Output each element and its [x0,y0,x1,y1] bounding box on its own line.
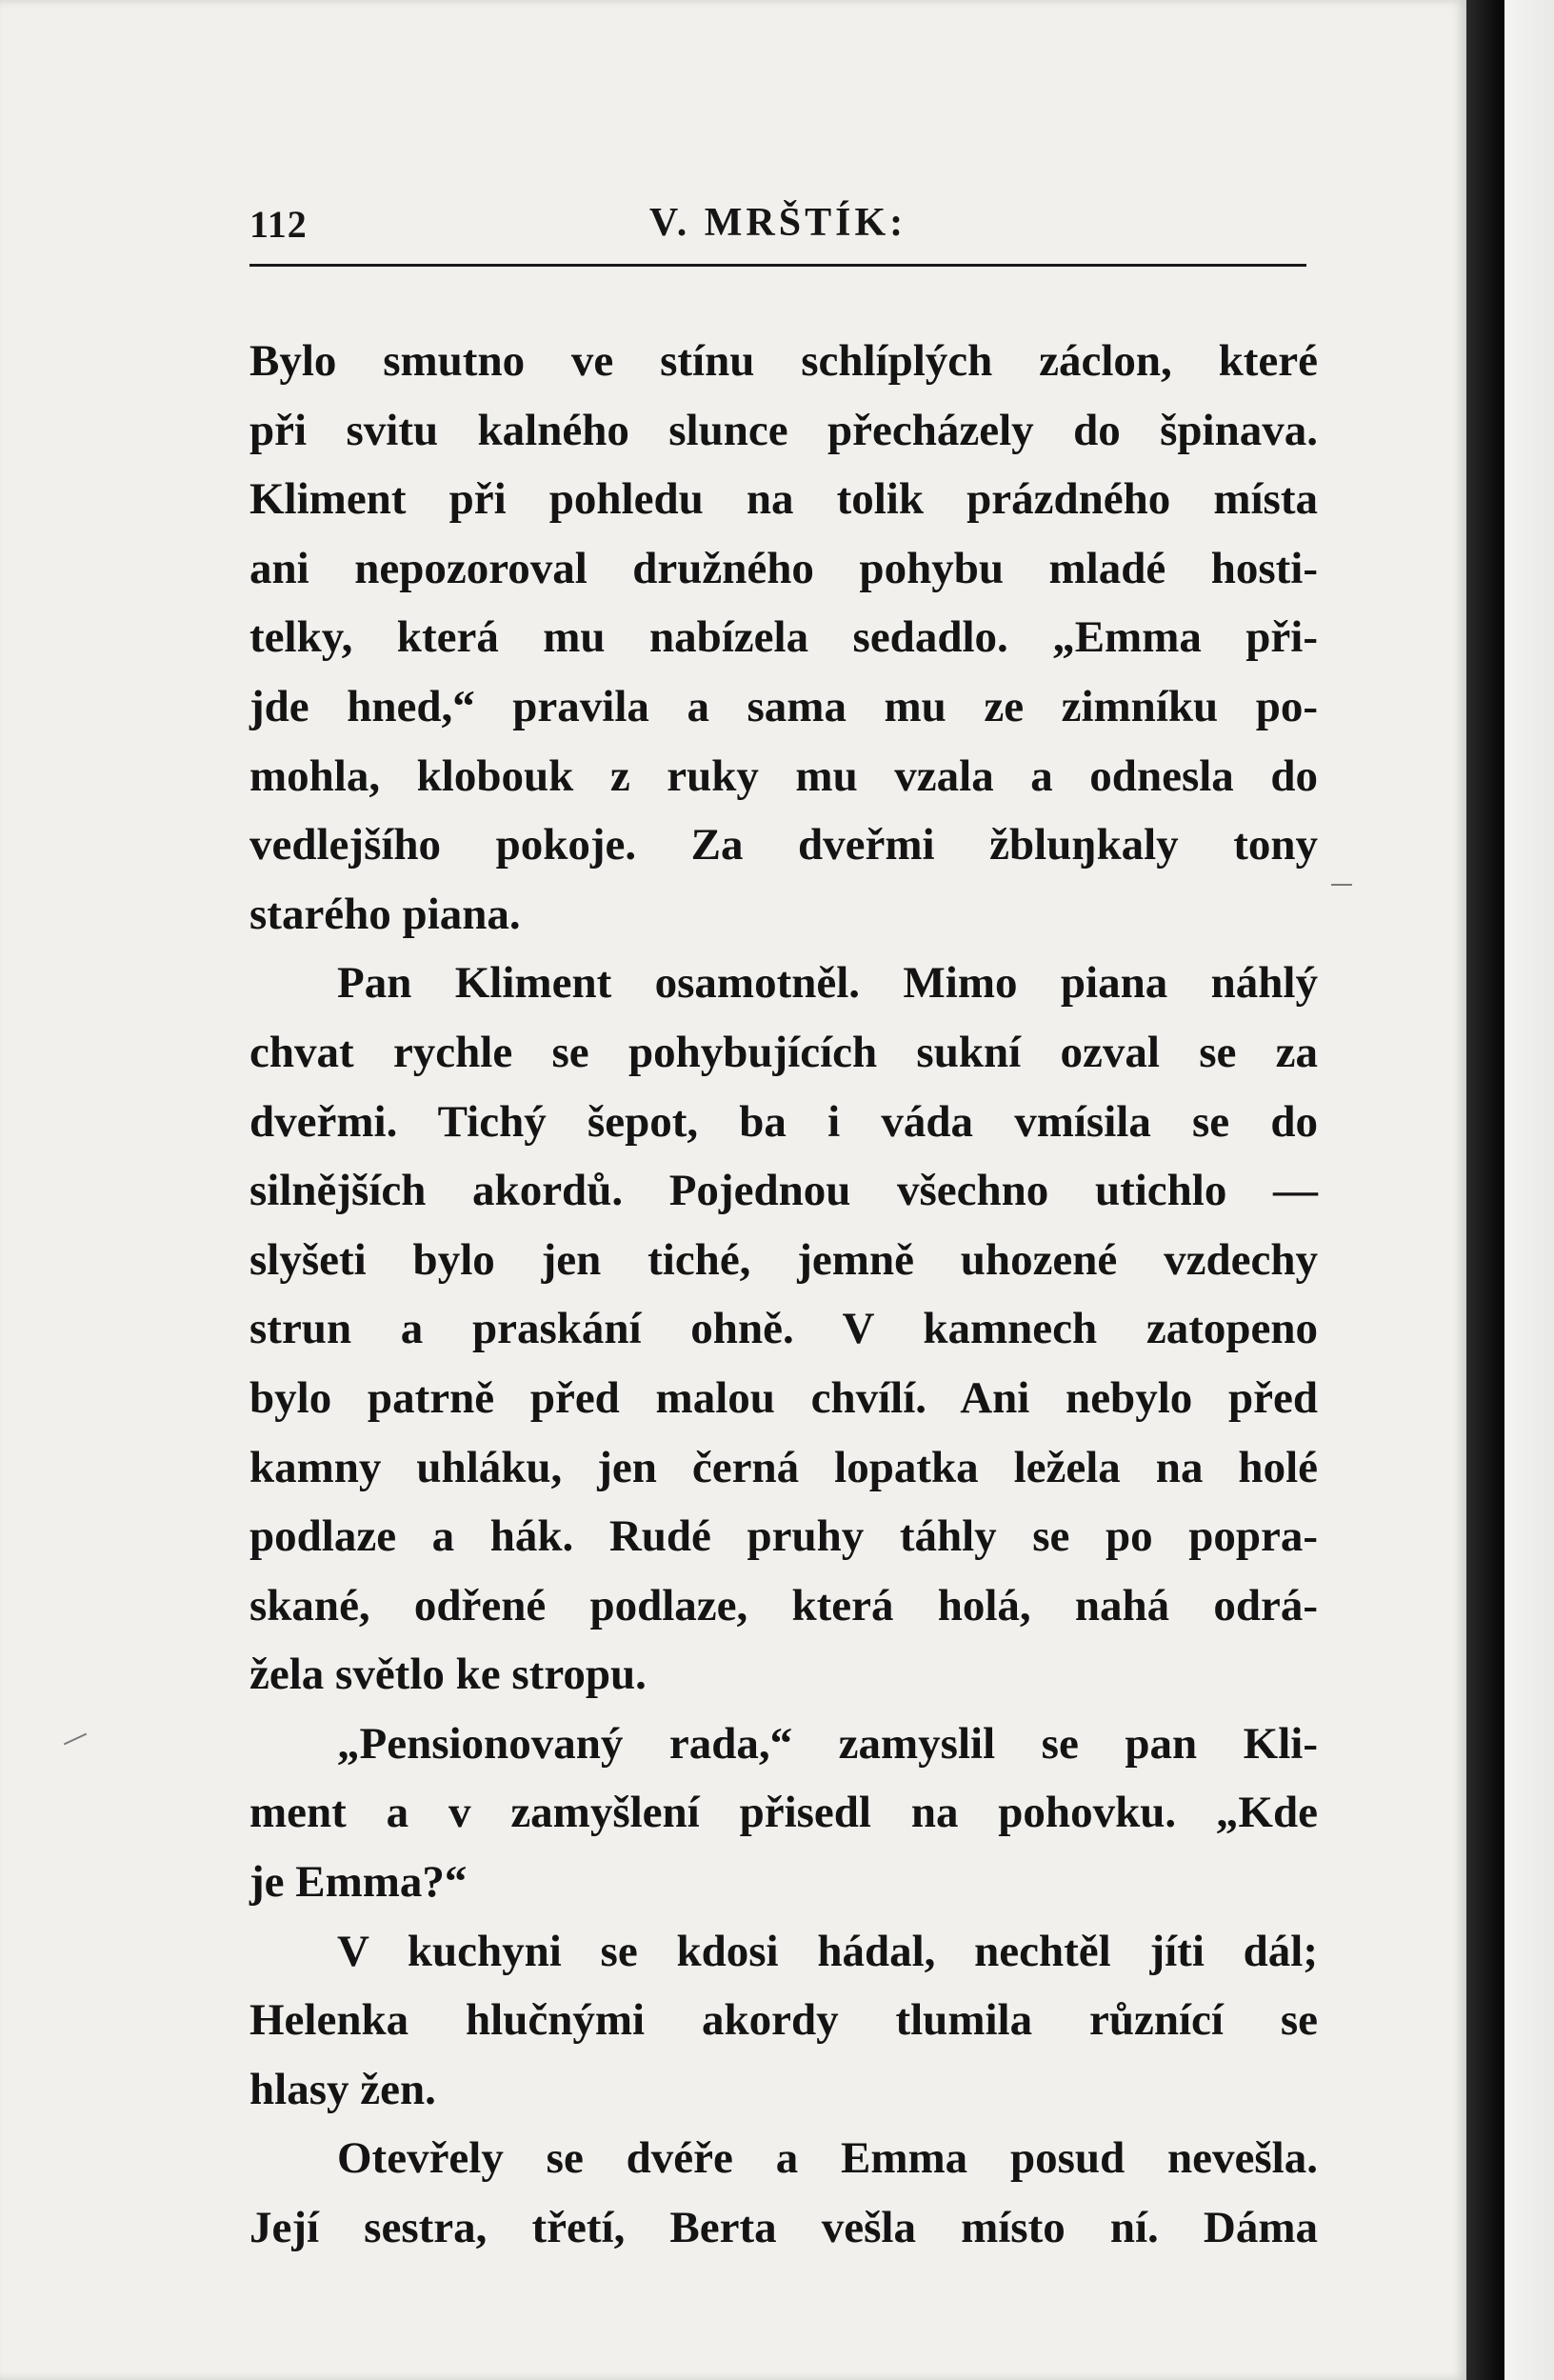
text-line: dveřmi. Tichý šepot, ba i váda vmísila se do [249,1096,1318,1147]
text-line: jde hned,“ pravila a sama mu ze zimníku po- [249,681,1318,731]
text-line: kamny uhláku, jen černá lopatka ležela na holé [249,1442,1318,1492]
text-line: skané, odřené podlaze, která holá, nahá odrá- [249,1580,1318,1630]
text-line: „Pensionovaný rada,“ zamyslil se pan Kli- [337,1718,1318,1769]
text-line: ment a v zamyšlení přisedl na pohovku. „Kde [249,1788,1318,1838]
page-header [249,190,1306,257]
text-line: mohla, klobouk z ruky mu vzala a odnesla do [249,750,1318,801]
text-line: Bylo smutno ve stínu schlíplých záclon, které [249,336,1318,386]
text-line: silnějších akordů. Pojednou všechno utichlo — [249,1166,1318,1216]
text-line: žela světlo ke stropu. [249,1650,647,1700]
text-line: je Emma?“ [249,1857,468,1908]
text-line: při svitu kalného slunce přecházely do špinava. [249,405,1318,455]
text-line: V kuchyni se kdosi hádal, nechtěl jíti dál; [337,1926,1318,1976]
header-rule [249,264,1306,267]
body-text [249,327,1318,2263]
text-line: Otevřely se dvéře a Emma posud nevešla. [337,2133,1318,2184]
text-line: Pan Kliment osamotněl. Mimo piana náhlý [337,958,1318,1009]
text-line: vedlejšího pokoje. Za dveřmi žbluŋkaly tony [249,820,1318,870]
adjacent-page-edge [1504,0,1554,2380]
text-line: starého piana. [249,889,521,939]
text-line: ani nepozoroval družného pohybu mladé hosti- [249,543,1318,593]
text-line: Helenka hlučnými akordy tlumila různící se [249,1995,1318,2046]
page-gutter-shadow [1466,0,1504,2380]
text-line: chvat rychle se pohybujících sukní ozval se za [249,1027,1318,1077]
page-number: 112 [249,203,308,246]
text-line: slyšeti bylo jen tiché, jemně uhozené vzdechy [249,1234,1318,1285]
text-line: Její sestra, třetí, Berta vešla místo ní. Dáma [249,2203,1318,2253]
text-line: strun a praskání ohně. V kamnech zatopeno [249,1304,1318,1354]
text-line: podlaze a hák. Rudé pruhy táhly se po popra- [249,1511,1318,1562]
text-line: Kliment při pohledu na tolik prázdného místa [249,474,1318,525]
margin-mark [1331,884,1352,886]
text-line: bylo patrně před malou chvílí. Ani nebylo před [249,1372,1318,1423]
running-head: V. MRŠTÍK: [648,201,907,245]
text-line: telky, která mu nabízela sedadlo. „Emma při- [249,612,1318,663]
text-line: hlasy žen. [249,2064,436,2114]
